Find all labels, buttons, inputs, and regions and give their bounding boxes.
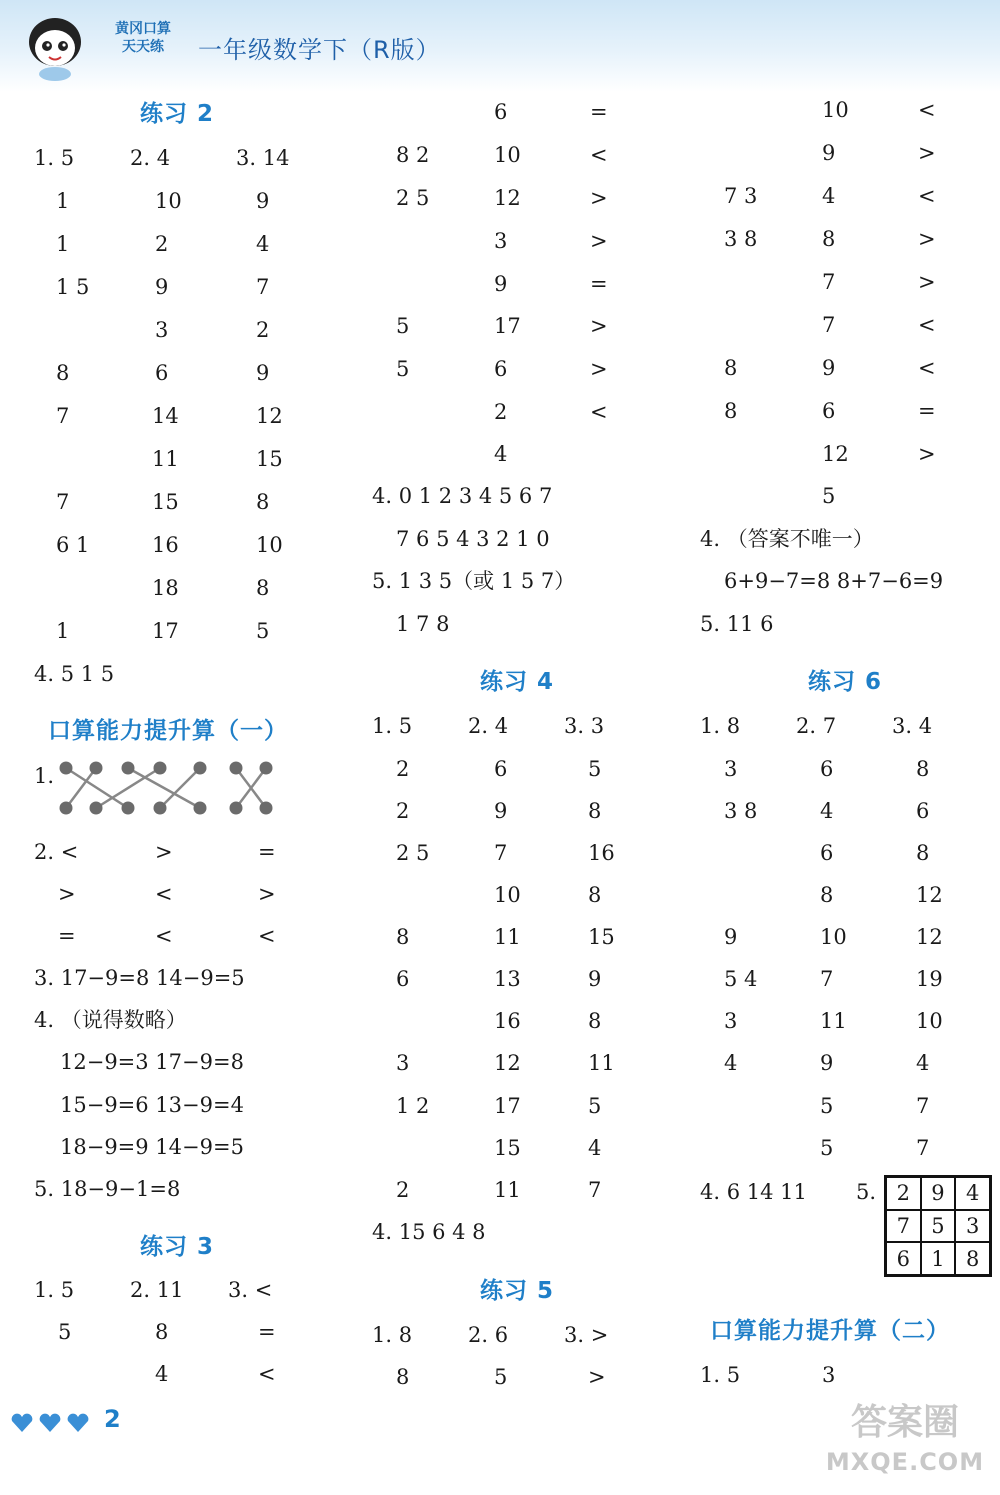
answer-cell: 9	[588, 967, 602, 991]
answer-cell: 9	[494, 272, 508, 296]
answer-cell: 4	[724, 1051, 738, 1075]
answer-cell: 8	[56, 361, 70, 385]
answer-cell: 17	[152, 619, 179, 643]
answer-cell: 1. 5	[700, 1363, 741, 1387]
answer-cell: 10	[155, 189, 182, 213]
answer-cell: 8	[396, 925, 410, 949]
answer-cell: 3. 3	[564, 714, 605, 738]
answer-cell: 3. 14	[236, 146, 290, 170]
answer-cell: 7	[256, 275, 270, 299]
answer-cell: 7	[588, 1178, 602, 1202]
answer-cell: 3. 4	[892, 714, 933, 738]
answer-cell: 5	[820, 1136, 834, 1160]
answer-cell: 1. 8	[372, 1323, 413, 1347]
brand-line2: 天天练	[122, 39, 164, 55]
magic-square-cell: 2	[886, 1177, 921, 1210]
answer-cell: >	[588, 1365, 606, 1389]
answer-cell: 7	[822, 313, 836, 337]
answer-cell: <	[918, 356, 936, 380]
answer-cell: <	[258, 924, 276, 948]
answer-cell: 15	[494, 1136, 521, 1160]
answer-cell: 12	[916, 925, 943, 949]
answer-cell: 5	[396, 314, 410, 338]
answer-cell: 2	[396, 757, 410, 781]
answer-cell: 11	[820, 1009, 847, 1033]
answer-line: 4. 15 6 4 8	[372, 1220, 486, 1244]
magic-square-cell: 5	[921, 1210, 956, 1243]
answer-cell: 6	[494, 757, 508, 781]
answer-cell: 2. 6	[468, 1323, 509, 1347]
answer-cell: 13	[494, 967, 521, 991]
answer-cell: 1	[56, 232, 70, 256]
answer-cell: 16	[588, 841, 615, 865]
answer-cell: 1. 5	[34, 1278, 75, 1302]
answer-cell: 6	[822, 399, 836, 423]
answer-cell: 2	[396, 1178, 410, 1202]
answer-cell: 3	[724, 757, 738, 781]
magic-square-cell: 6	[886, 1242, 921, 1275]
answer-cell: 6	[494, 357, 508, 381]
answer-line: 5. 1 3 5（或 1 5 7）	[372, 569, 576, 593]
answer-cell: 15	[152, 490, 179, 514]
heading-kousuan-1: 口算能力提升算（一）	[48, 718, 288, 744]
answer-line: 5. 18−9−1=8	[34, 1177, 181, 1201]
answer-cell: 8	[588, 883, 602, 907]
answer-cell: 10	[494, 143, 521, 167]
answer-line: 3. 17−9=8 14−9=5	[34, 966, 245, 990]
answer-cell: <	[155, 924, 173, 948]
answer-cell: 17	[494, 314, 521, 338]
answer-cell: 8	[820, 883, 834, 907]
answer-cell: =	[918, 399, 936, 423]
answer-cell: >	[590, 186, 608, 210]
matching-lines-diagram	[56, 760, 276, 816]
answer-cell: <	[590, 143, 608, 167]
answer-cell: 4	[588, 1136, 602, 1160]
answer-cell: 2. 11	[130, 1278, 184, 1302]
answer-cell: 15	[256, 447, 283, 471]
answer-cell: 4	[820, 799, 834, 823]
answer-cell: 4	[494, 442, 508, 466]
answer-cell: 9	[256, 189, 270, 213]
answer-cell: 5	[494, 1365, 508, 1389]
answer-cell: 3 8	[724, 799, 758, 823]
answer-cell: 1 2	[396, 1094, 430, 1118]
answer-cell: 4	[256, 232, 270, 256]
answer-cell: 8	[724, 399, 738, 423]
answer-cell: >	[918, 442, 936, 466]
answer-line: 12−9=3 17−9=8	[60, 1050, 244, 1074]
answer-line: 5. 11 6	[700, 612, 774, 636]
answer-cell: <	[918, 184, 936, 208]
answer-cell: 3	[396, 1051, 410, 1075]
answer-cell: >	[58, 882, 76, 906]
answer-cell: 10	[916, 1009, 943, 1033]
answer-cell: >	[590, 229, 608, 253]
answer-cell: 5	[256, 619, 270, 643]
brand-logo	[100, 20, 186, 64]
answer-cell: 8	[822, 227, 836, 251]
answer-cell: 5	[396, 357, 410, 381]
answer-cell: 9	[822, 356, 836, 380]
answer-cell: 5	[58, 1320, 72, 1344]
answer-cell: >	[155, 840, 173, 864]
answer-cell: >	[590, 314, 608, 338]
answer-cell: 2	[396, 799, 410, 823]
answer-cell: 1	[56, 619, 70, 643]
answer-cell: 4	[916, 1051, 930, 1075]
heading-lianxi-6: 练习 6	[808, 669, 883, 695]
answer-cell: 1. 5	[34, 146, 75, 170]
answer-cell: 7	[56, 490, 70, 514]
heading-lianxi-3: 练习 3	[140, 1234, 215, 1260]
heading-lianxi-2: 练习 2	[140, 101, 215, 127]
answer-cell: <	[258, 1362, 276, 1386]
heading-kousuan-2: 口算能力提升算（二）	[710, 1318, 950, 1344]
answer-cell: >	[918, 227, 936, 251]
answer-cell: 8	[588, 799, 602, 823]
magic-square-cell: 1	[921, 1242, 956, 1275]
answer-cell: <	[918, 313, 936, 337]
answer-cell: 2	[494, 400, 508, 424]
answer-cell: 10	[256, 533, 283, 557]
answer-cell: 4	[155, 1362, 169, 1386]
answer-cell: 12	[822, 442, 849, 466]
answer-cell: 8	[256, 490, 270, 514]
magic-square	[884, 1175, 992, 1277]
answer-cell: <	[155, 882, 173, 906]
heading-lianxi-4: 练习 4	[480, 669, 555, 695]
answer-cell: 11	[494, 925, 521, 949]
answer-cell: 2. <	[34, 840, 79, 864]
answer-cell: <	[590, 400, 608, 424]
answer-cell: 6 1	[56, 533, 90, 557]
mascot-icon	[20, 12, 90, 82]
answer-cell: 9	[724, 925, 738, 949]
watermark-line1: 答案圈	[850, 1402, 959, 1443]
answer-cell: 7	[916, 1136, 930, 1160]
answer-cell: =	[258, 840, 276, 864]
answer-line: 6+9−7=8 8+7−6=9	[724, 569, 944, 593]
answer-cell: 18	[152, 576, 179, 600]
answer-cell: 7	[56, 404, 70, 428]
answer-line: 4. 0 1 2 3 4 5 6 7	[372, 484, 553, 508]
answer-cell: 15	[588, 925, 615, 949]
answer-cell: 5	[588, 757, 602, 781]
answer-cell: 2	[256, 318, 270, 342]
answer-cell: 7 3	[724, 184, 758, 208]
answer-line: 4. 6 14 11	[700, 1180, 807, 1204]
answer-cell: =	[58, 924, 76, 948]
answer-cell: 8	[916, 757, 930, 781]
answer-line: 15−9=6 13−9=4	[60, 1093, 244, 1117]
answer-cell: 1. 8	[700, 714, 741, 738]
answer-cell: 5 4	[724, 967, 758, 991]
answer-cell: 5	[588, 1094, 602, 1118]
watermark	[812, 1400, 998, 1492]
answer-cell: 1	[56, 189, 70, 213]
answer-cell: 11	[152, 447, 179, 471]
answer-cell: 2	[155, 232, 169, 256]
answer-line: 18−9=9 14−9=5	[60, 1135, 244, 1159]
brand-line1: 黄冈口算	[115, 21, 171, 37]
answer-cell: 2. 7	[796, 714, 837, 738]
answer-cell: 6	[494, 100, 508, 124]
answer-cell: 2. 4	[130, 146, 171, 170]
answer-cell: 10	[494, 883, 521, 907]
answer-cell: 12	[916, 883, 943, 907]
answer-cell: =	[590, 100, 608, 124]
answer-line: 1 7 8	[396, 612, 450, 636]
answer-cell: 6	[820, 841, 834, 865]
answer-cell: 8	[916, 841, 930, 865]
answer-line: 4. 5 1 5	[34, 662, 115, 686]
answer-cell: 3	[155, 318, 169, 342]
answer-cell: 10	[822, 98, 849, 122]
answer-cell: 7	[494, 841, 508, 865]
answer-cell: 9	[494, 799, 508, 823]
answer-cell: 9	[822, 141, 836, 165]
hearts-decoration-icon	[10, 1412, 94, 1434]
answer-cell: 3	[494, 229, 508, 253]
answer-cell: 8	[155, 1320, 169, 1344]
answer-cell: 6	[916, 799, 930, 823]
answer-cell: 6	[155, 361, 169, 385]
watermark-line2: MXQE.COM	[825, 1448, 985, 1476]
answer-cell: 6	[820, 757, 834, 781]
heading-lianxi-5: 练习 5	[480, 1278, 555, 1304]
answer-cell: 9	[155, 275, 169, 299]
answer-cell: >	[918, 141, 936, 165]
answer-line: 4. （说得数略）	[34, 1008, 187, 1032]
answer-cell: 16	[152, 533, 179, 557]
answer-cell: 8	[588, 1009, 602, 1033]
magic-square-cell: 3	[955, 1210, 990, 1243]
answer-cell: 9	[256, 361, 270, 385]
answer-cell: 12	[494, 1051, 521, 1075]
answer-cell: 8	[256, 576, 270, 600]
magic-square-cell: 7	[886, 1210, 921, 1243]
answer-cell: 11	[494, 1178, 521, 1202]
page-number: 2	[104, 1405, 121, 1433]
answer-cell: 7	[916, 1094, 930, 1118]
answer-cell: 3 8	[724, 227, 758, 251]
answer-cell: 16	[494, 1009, 521, 1033]
answer-cell: 19	[916, 967, 943, 991]
answer-line: 4. （答案不唯一）	[700, 527, 874, 551]
answer-cell: >	[918, 270, 936, 294]
answer-cell: 8	[396, 1365, 410, 1389]
answer-cell: 9	[820, 1051, 834, 1075]
answer-cell: 1 5	[56, 275, 90, 299]
answer-cell: 14	[152, 404, 179, 428]
answer-cell: 12	[256, 404, 283, 428]
answer-cell: 4	[822, 184, 836, 208]
answer-cell: 3	[724, 1009, 738, 1033]
answer-cell: =	[590, 272, 608, 296]
magic-square-cell: 4	[955, 1177, 990, 1210]
answer-cell: 3. <	[228, 1278, 273, 1302]
book-title: 一年级数学下（R版）	[198, 36, 441, 64]
answer-cell: 7	[822, 270, 836, 294]
answer-cell: 11	[588, 1051, 615, 1075]
answer-cell: 3	[822, 1363, 836, 1387]
magic-square-cell: 9	[921, 1177, 956, 1210]
answer-cell: 2 5	[396, 841, 430, 865]
answer-cell: 8	[724, 356, 738, 380]
answer-cell: 1. 5	[372, 714, 413, 738]
answer-cell: 10	[820, 925, 847, 949]
answer-cell: <	[918, 98, 936, 122]
magic-square-cell: 8	[955, 1242, 990, 1275]
answer-cell: 2. 4	[468, 714, 509, 738]
answer-cell: 7	[820, 967, 834, 991]
answer-cell: >	[258, 882, 276, 906]
answer-cell: 8 2	[396, 143, 430, 167]
answer-cell: 5.	[856, 1180, 877, 1204]
answer-cell: 3. >	[564, 1323, 609, 1347]
answer-cell: 5	[822, 484, 836, 508]
answer-cell: 1.	[34, 764, 55, 788]
answer-cell: 17	[494, 1094, 521, 1118]
answer-cell: =	[258, 1320, 276, 1344]
answer-cell: 5	[820, 1094, 834, 1118]
answer-cell: >	[590, 357, 608, 381]
answer-cell: 2 5	[396, 186, 430, 210]
answer-line: 7 6 5 4 3 2 1 0	[396, 527, 550, 551]
answer-cell: 6	[396, 967, 410, 991]
answer-cell: 12	[494, 186, 521, 210]
